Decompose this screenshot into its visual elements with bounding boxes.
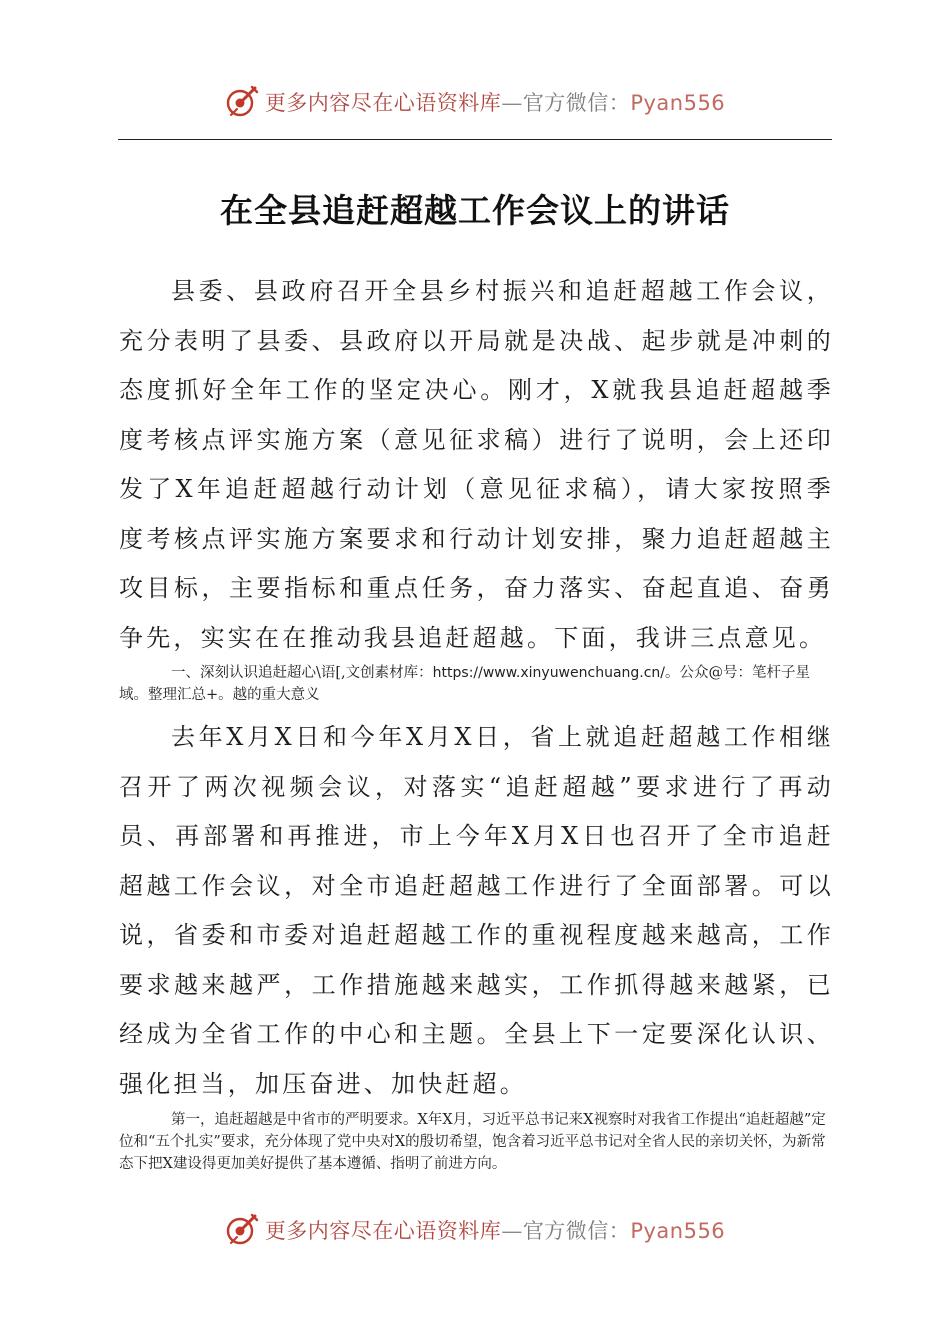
header-banner-caption: 官方微信： — [522, 91, 631, 115]
header-banner-account: Pyan556 — [630, 91, 726, 115]
pen-logo-icon — [225, 85, 259, 119]
footer-banner-text — [265, 1215, 725, 1245]
section-heading-1-before: 一、深刻认识追赶超心\语[,文创素材库： — [171, 665, 433, 681]
watermark-url: https://www.xinyuwenchuang.cn/ — [432, 665, 666, 681]
document-title: 在全县追赶超越工作会议上的讲话 — [220, 191, 730, 230]
footer-banner — [0, 1210, 950, 1250]
footer-banner-account: Pyan556 — [630, 1219, 726, 1243]
footer-banner-caption: 官方微信： — [522, 1219, 631, 1243]
header-banner-dash: — — [501, 91, 523, 115]
pen-logo-icon — [225, 1213, 259, 1247]
header-banner — [0, 82, 950, 122]
header-divider — [118, 139, 832, 140]
intro-paragraph: 县委、县政府召开全县乡村振兴和追赶超越工作会议，充分表明了县委、县政府以开局就是决战、起步就是冲刺的态度抓好全年工作的坚定决心。刚才，X就我县追赶超越季度考核点评实施方案（意见征求稿）进行了说明，会上还印发了X年追赶超越行动计划（意见征求稿），请大家按照季度考核点评实施方案要求和行动计划安排，聚力追赶超越主攻目标，主要指标和重点任务，奋力落实、奋起直追、奋勇争先，实实在在推动我县追赶超越。下面，我讲三点意见。 — [119, 277, 834, 652]
footer-banner-slogan: 更多内容尽在心语资料库 — [264, 1219, 502, 1243]
section-heading-1 — [119, 662, 834, 706]
footer-banner-dash: — — [501, 1219, 523, 1243]
header-banner-slogan: 更多内容尽在心语资料库 — [264, 91, 502, 115]
first-point-paragraph: 第一，追赶超越是中省市的严明要求。X年X月，习近平总书记来X视察时对我省工作提出“追赶超越”定位和“五个扎实”要求，充分体现了党中央对X的殷切希望，饱含着习近平总书记对全省人民的亲切关怀，为新常态下把X建设得更加美好提供了基本遵循、指明了前进方向。 — [119, 1112, 826, 1172]
section-heading-1-after: 。公众@号：笔杆子星域。整理汇总+。越的重大意义 — [119, 665, 811, 703]
header-banner-text — [265, 87, 725, 117]
body-paragraph: 去年X月X日和今年X月X日，省上就追赶超越工作相继召开了两次视频会议，对落实“追赶超越”要求进行了再动员、再部署和再推进，市上今年X月X日也召开了全市追赶超越工作会议，对全市追赶超越工作进行了全面部署。可以说，省委和市委对追赶超越工作的重视程度越来越高，工作要求越来越严，工作措施越来越实，工作抓得越来越紧，已经成为全省工作的中心和主题。全县上下一定要深化认识、强化担当，加压奋进、加快赶超。 — [119, 723, 834, 1098]
